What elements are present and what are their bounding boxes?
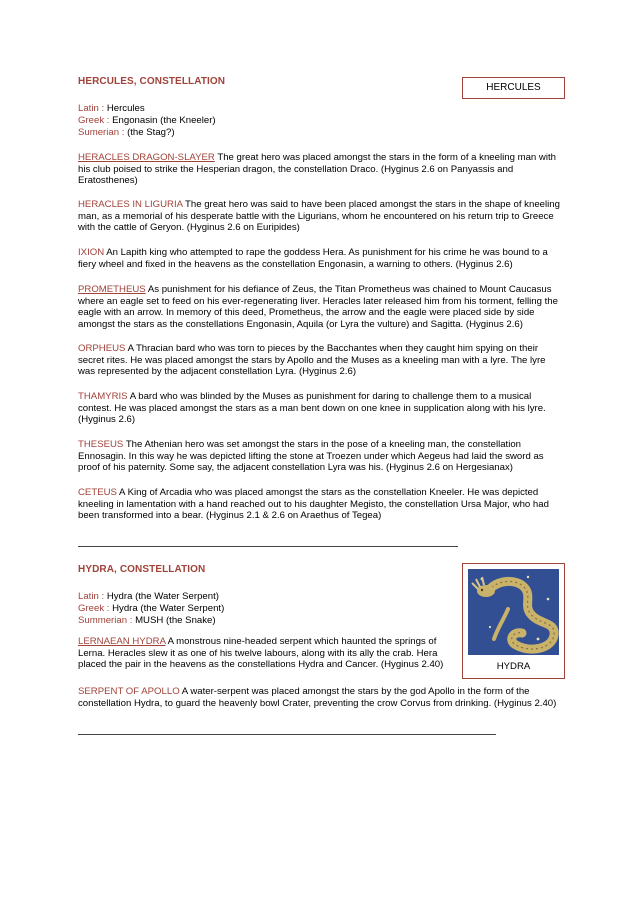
hercules-name-box: [462, 77, 565, 99]
entry-heracles-dragon-slayer: HERACLES DRAGON-SLAYER The great hero was placed amongst the stars in the form of a kneeling man with his club poised to strike the Hesperian dragon, the constellation Draco. (Hyginus 2.6 on Panyassis and Eratosthenes): [78, 152, 556, 187]
name-row-greek: Greek : Hydra (the Water Serpent): [78, 603, 225, 615]
name-row-latin: Latin : Hydra (the Water Serpent): [78, 591, 219, 602]
entry-heracles-in-liguria: HERACLES IN LIGURIA The great hero was said to have been placed amongst the stars in the shape of kneeling man, as a memorial of his desperate battle with the Ligurians, whom he encountered on his return trip to Greece with the cattle of Geryon. (Hyginus 2.6 on Euripides): [78, 199, 560, 234]
name-row-latin: Latin : Hercules: [78, 103, 145, 114]
hydra-illustration: [468, 569, 559, 655]
hydra-section-title: HYDRA, CONSTELLATION: [78, 564, 206, 575]
entry-orpheus: ORPHEUS A Thracian bard who was torn to pieces by the Bacchantes when they caught him spying on their secret rites. He was placed amongst the stars by Apollo and the Muses as a kneeling man with a lyre. The lyre was represented by the adjacent constellation Lyra. (Hyginus 2.6): [78, 343, 546, 378]
entry-thamyris: THAMYRIS A bard who was blinded by the Muses as punishment for daring to challenge them to a musical contest. He was placed amongst the stars as a man bent down on one knee in supplication along with his lyre. (Hyginus 2.6): [78, 391, 546, 426]
entry-prometheus: PROMETHEUS As punishment for his defiance of Zeus, the Titan Prometheus was chained to Mount Caucasus where an eagle set to feed on his ever-regenerating liver. Heracles later released him from his torment, felling the eagle with an arrow. In memory of this deed, Prometheus, the arrow and the eagle were placed side by side amongst the stars as the constellations Engonasin, Aquila (or Lyra the vulture) and Sagitta. (Hyginus 2.6): [78, 284, 558, 330]
name-row-greek: Greek : Engonasin (the Kneeler): [78, 115, 216, 127]
section-divider: [78, 734, 496, 735]
entry-theseus: THESEUS The Athenian hero was set amongst the stars in the pose of a kneeling man, the constellation Ennosagin. In this way he was depicted lifting the stone at Troezen under which Aegeus had laid the sword as proof of his paternity. Some say, the adjacent constellation Lyra was his. (Hyginus 2.6 on Hergesianax): [78, 439, 544, 474]
entry-serpent-of-apollo: SERPENT OF APOLLO A water-serpent was placed amongst the stars by the god Apollo in the form of the constellation Hydra, to guard the heavenly bowl Crater, preventing the crow Corvus from drinking. (Hyginus 2.40): [78, 686, 557, 709]
name-row-sumerian: Summerian : MUSH (the Snake): [78, 615, 216, 627]
hydra-image-frame: [462, 563, 565, 679]
entry-link[interactable]: PROMETHEUS: [78, 284, 146, 295]
hercules-box-label: HERCULES: [486, 82, 541, 93]
section-divider: [78, 546, 458, 547]
entry-link[interactable]: LERNAEAN HYDRA: [78, 636, 166, 647]
hydra-image-caption: HYDRA: [496, 661, 531, 672]
name-row-sumerian: Sumerian : (the Stag?): [78, 127, 175, 139]
hercules-names: [78, 103, 216, 140]
hercules-section-title: HERCULES, CONSTELLATION: [78, 76, 226, 87]
entry-ixion: IXION An Lapith king who attempted to rape the goddess Hera. As punishment for his crime he was bound to a fiery wheel and fixed in the heavens as the constellation Engonasin, a warning to others. (Hyginus 2.6): [78, 247, 548, 270]
entry-lernaean-hydra: LERNAEAN HYDRA A monstrous nine-headed serpent which haunted the springs of Lerna. Heracles slew it as one of his twelve labours, along with its ally the crab. Hera placed the pair in the heavens as the constellations Hydra and Cancer. (Hyginus 2.40): [78, 636, 444, 671]
hydra-names: [78, 591, 224, 628]
entry-ceteus: CETEUS A King of Arcadia who was placed amongst the stars as the constellation Kneeler. He was depicted kneeling in lamentation with a hand reached out to his daughter Megisto, the constellation Ursa Major, who had been transformed into a bear. (Hyginus 2.1 & 2.6 on Araethus of Tegea): [78, 487, 549, 522]
entry-link[interactable]: HERACLES DRAGON-SLAYER: [78, 152, 215, 163]
